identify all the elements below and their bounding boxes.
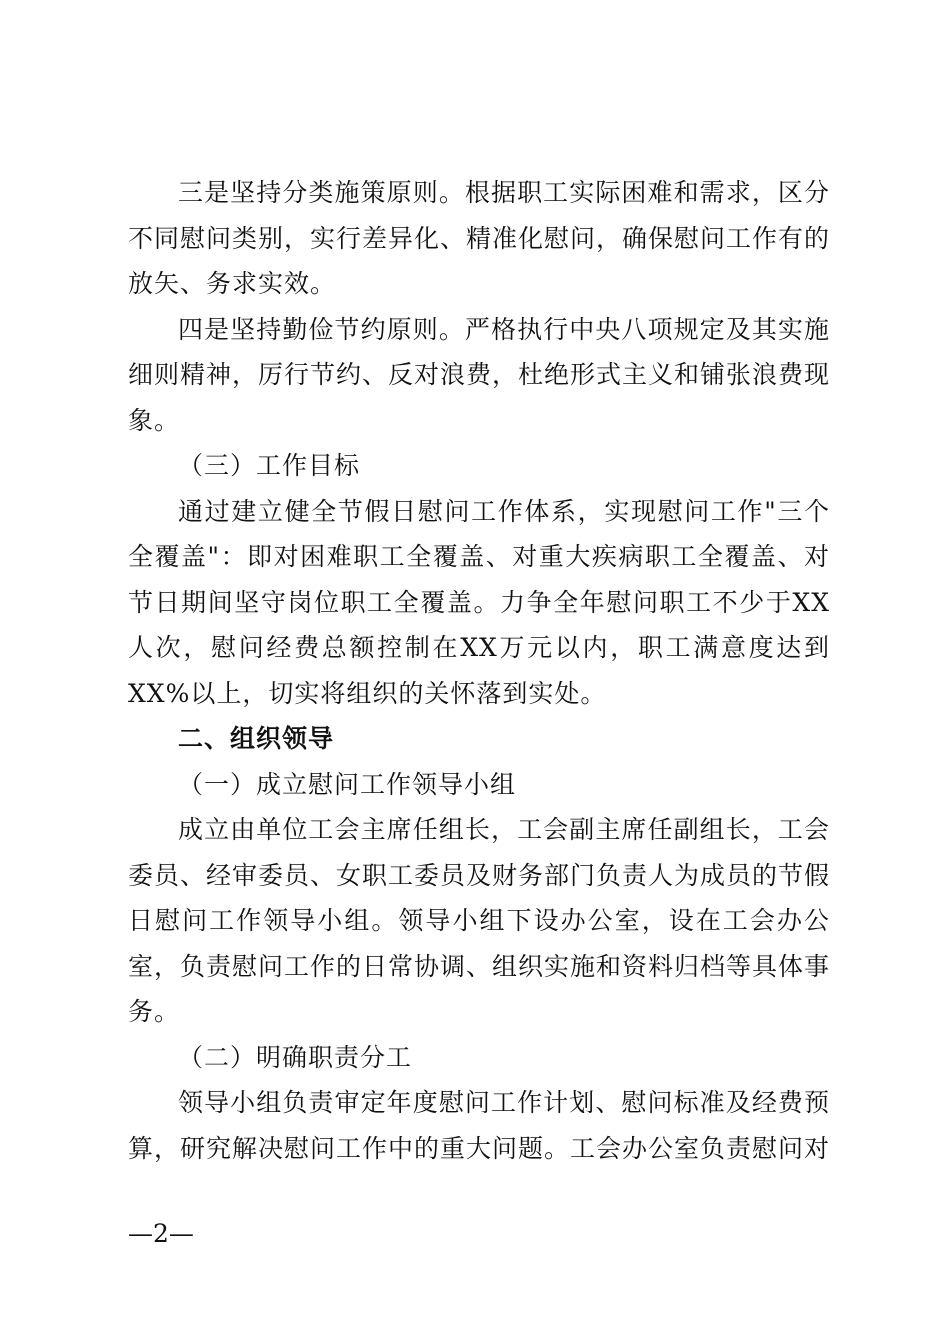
subheading-responsibilities: （二）明确职责分工 — [178, 1042, 413, 1072]
paragraph-work-goals: 通过建立健全节假日慰问工作体系，实现慰问工作"三个全覆盖"：即对困难职工全覆盖、对重大疾病职工全覆盖、对节日期间坚守岗位职工全覆盖。力争全年慰问职工不少于XX人次，慰问经费总额控制在XX万元以内，职工满意度达到XX%以上，切实将组织的关怀落到实处。 — [128, 496, 830, 708]
page-number: —2— — [128, 1219, 194, 1248]
subheading-work-goals: （三）工作目标 — [178, 451, 361, 480]
subheading-leading-group: （一）成立慰问工作领导小组 — [178, 769, 517, 799]
paragraph-leading-group: 成立由单位工会主席任组长，工会副主席任副组长，工会委员、经审委员、女职工委员及财务部门负责人为成员的节假日慰问工作领导小组。领导小组下设办公室，设在工会办公室，负责慰问工作的日常协调、组织实施和资料归档等具体事务。 — [128, 815, 831, 1026]
paragraph-principle-three: 三是坚持分类施策原则。根据职工实际困难和需求，区分不同慰问类别，实行差异化、精准化慰问，确保慰问工作有的放矢、务求实效。 — [128, 178, 831, 298]
paragraph-responsibilities: 领导小组负责审定年度慰问工作计划、慰问标准及经费预算，研究解决慰问工作中的重大问题。工会办公室负责慰问对 — [128, 1088, 831, 1163]
document-body — [128, 170, 830, 1171]
paragraph-principle-four: 四是坚持勤俭节约原则。严格执行中央八项规定及其实施细则精神，厉行节约、反对浪费，杜绝形式主义和铺张浪费现象。 — [128, 314, 831, 435]
section-heading-organization: 二、组织领导 — [178, 724, 335, 753]
